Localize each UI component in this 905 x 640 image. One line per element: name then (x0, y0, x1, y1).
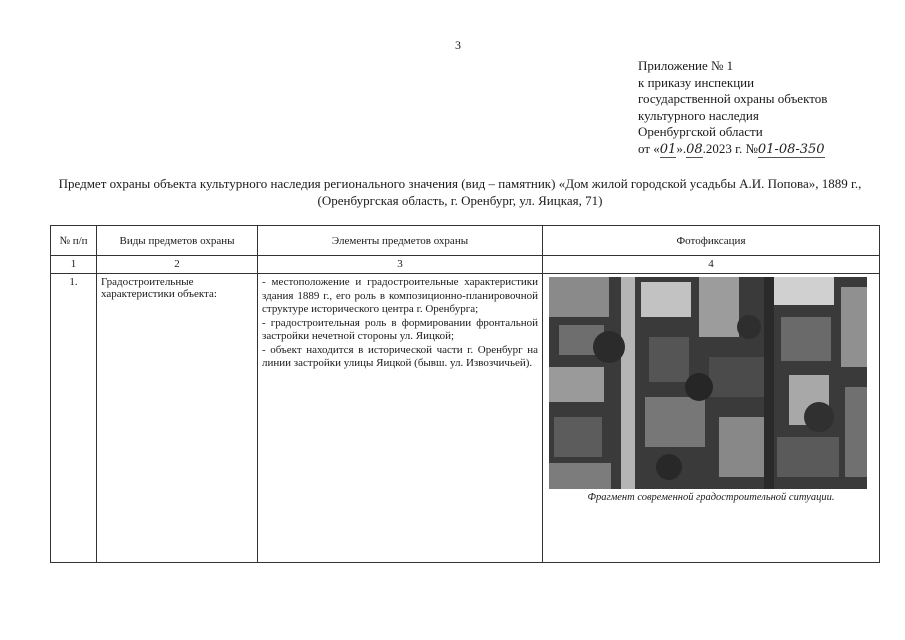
document-title: Предмет охраны объекта культурного наследия регионального значения (вид – памятник) «Дом жилой городской усадьбы А.И. Попова», 1889 г., (Оренбургская область, г. Оренбург, ул. Яицкая, 71) (58, 176, 862, 208)
element-item: - градостроительная роль в формировании фронтальной застройки нечетной стороны ул. Яицкой; (262, 316, 538, 342)
appendix-line: Оренбургской области (638, 124, 763, 139)
order-date-line (638, 141, 827, 159)
row-elements (258, 274, 543, 563)
preservation-table (50, 225, 880, 563)
aerial-photo-image (549, 277, 867, 489)
header-elements: Элементы предметов охраны (258, 226, 543, 256)
handwritten-order-number: 01-08-350 (757, 141, 825, 157)
column-number: 3 (258, 256, 543, 274)
appendix-line: к приказу инспекции (638, 74, 755, 90)
handwritten-month: 08 (686, 141, 703, 157)
table-header-row (51, 226, 880, 256)
month-separator: ». (676, 140, 687, 156)
element-item: - объект находится в исторической части г. Оренбург на линии застройки улицы Яицкой (бывш. ул. Извозчичьей). (262, 343, 538, 369)
element-item: - местоположение и градостроительные характеристики здания 1889 г., его роль в композиционно-планировочной структуре исторического центра г. Оренбурга; (262, 276, 538, 315)
page-number: 3 (455, 38, 461, 52)
header-photo: Фотофиксация (543, 226, 880, 256)
header-types: Виды предметов охраны (97, 226, 258, 256)
header-number: № п/п (51, 226, 97, 256)
row-type: Градостроительные характеристики объекта: (97, 274, 258, 563)
table-row (51, 274, 880, 563)
handwritten-day: 01 (659, 141, 677, 157)
row-number: 1. (51, 274, 97, 563)
appendix-line: государственной охраны объектов (638, 91, 828, 106)
column-number: 2 (97, 256, 258, 274)
year-part: .2023 г. № (702, 140, 758, 156)
date-prefix: от « (638, 140, 660, 156)
appendix-line: Приложение № 1 (638, 58, 734, 73)
aerial-photo (549, 277, 867, 489)
appendix-header (638, 58, 827, 158)
photo-caption: Фрагмент современной градостроительной ситуации. (587, 492, 835, 503)
column-number: 1 (51, 256, 97, 274)
column-number-row (51, 256, 880, 274)
appendix-line: культурного наследия (638, 107, 759, 123)
column-number: 4 (543, 256, 880, 274)
row-photo-cell (543, 274, 880, 563)
